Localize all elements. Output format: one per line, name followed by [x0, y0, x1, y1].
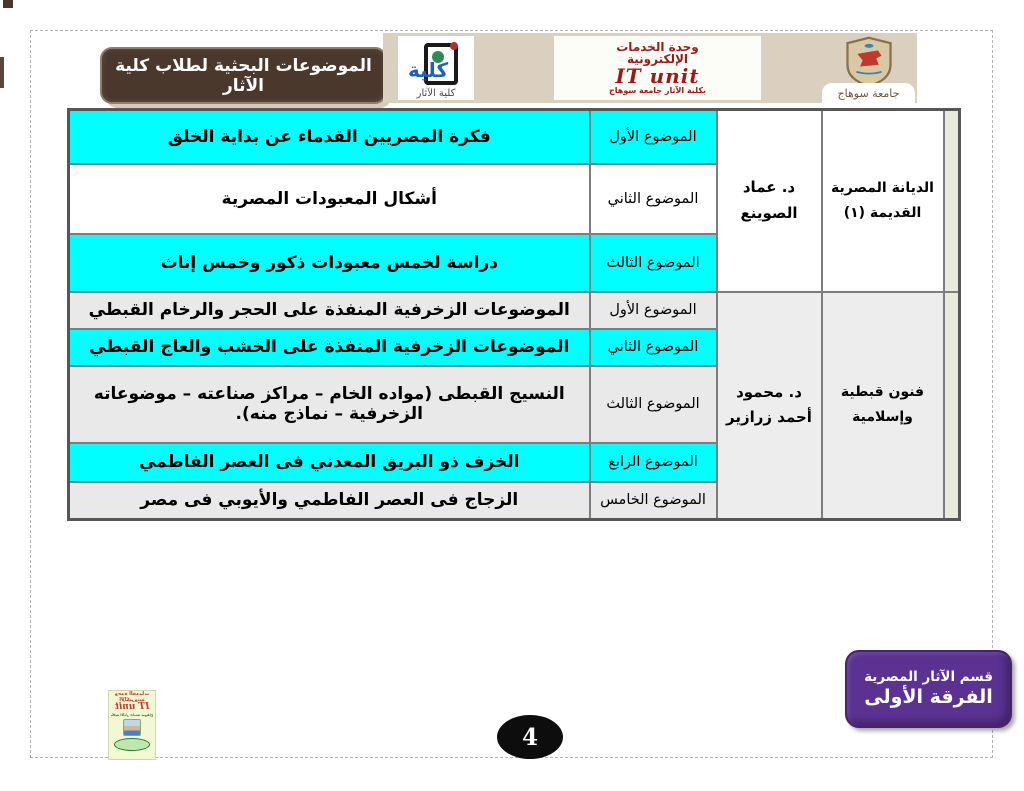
- mirrored-logo-content: [109, 691, 155, 759]
- logo-red-dot: [450, 42, 458, 50]
- university-caption: جامعة سوهاج: [837, 86, 900, 100]
- topic-text-cell: الزجاج فى العصر الفاطمي والأيوبي فى مصر: [69, 482, 590, 520]
- table-row: [69, 292, 960, 329]
- page-title: الموضوعات البحثية لطلاب كلية الآثار: [115, 55, 372, 96]
- faculty-logo-caption: كلية الآثار: [416, 88, 456, 99]
- mini-logo-wordmark: IT unit: [114, 702, 150, 712]
- mini-logo-line2: الإلكترونية: [119, 697, 145, 703]
- topic-number-cell: الموضوع الثاني: [590, 329, 717, 366]
- topic-number-cell: الموضوع الثالث: [590, 366, 717, 443]
- it-unit-logo-line1: وحدة الخدمات: [616, 39, 699, 54]
- department-grade-badge: [845, 650, 1012, 728]
- mini-logo-oval-seal: [114, 738, 150, 751]
- research-topics-table: [67, 108, 961, 521]
- course-cell: فنون قبطية وإسلامية: [822, 292, 944, 520]
- scan-artifact: [0, 57, 4, 88]
- professor-cell: د. عماد الصوينع: [717, 110, 822, 292]
- topic-text-cell: الموضوعات الزخرفية المنفذة على الحجر والرخام القبطي: [69, 292, 590, 329]
- table-row: [69, 110, 960, 164]
- it-unit-logo-subtitle: بكلية الآثار جامعة سوهاج: [609, 85, 706, 95]
- university-caption-panel: [822, 83, 915, 103]
- mini-logo-line1: وحدة الخدمات: [114, 691, 150, 697]
- it-unit-mini-logo: [108, 690, 156, 760]
- mini-logo-subtitle: بكلية الآثار جامعة سوهاج: [110, 712, 154, 717]
- topic-text-cell: الخزف ذو البريق المعدني فى العصر الفاطمي: [69, 443, 590, 482]
- portrait-photo: [123, 719, 141, 736]
- scan-artifact: [3, 0, 13, 8]
- it-unit-logo: [554, 36, 761, 100]
- it-unit-logo-wordmark: IT unit: [615, 63, 700, 88]
- header-logo-strip: [383, 33, 917, 103]
- spacer-cell: [944, 110, 960, 292]
- topic-text-cell: النسيج القبطى (مواده الخام – مراكز صناعته – موضوعاته الزخرفية – نماذج منه).: [69, 366, 590, 443]
- topic-text-cell: فكرة المصريين القدماء عن بداية الخلق: [69, 110, 590, 164]
- it-unit-logo-line2: الإلكترونية: [626, 52, 689, 67]
- page-title-badge: [100, 47, 387, 104]
- topic-number-cell: الموضوع الأول: [590, 292, 717, 329]
- sohag-university-logo: [820, 33, 917, 103]
- course-cell: الديانة المصرية القديمة (١): [822, 110, 944, 292]
- university-shield-icon: [842, 36, 896, 88]
- topic-text-cell: أشكال المعبودات المصرية: [69, 164, 590, 234]
- topic-number-cell: الموضوع الثاني: [590, 164, 717, 234]
- faculty-logo-art: [406, 42, 466, 88]
- topic-number-cell: الموضوع الخامس: [590, 482, 717, 520]
- grade-name: الفرقة الأولى: [864, 685, 993, 708]
- topic-number-cell: الموضوع الرابع: [590, 443, 717, 482]
- topic-text-cell: دراسة لخمس معبودات ذكور وخمس إناث: [69, 234, 590, 292]
- logo-arabic-glyph: كلية: [408, 58, 449, 82]
- topic-number-cell: الموضوع الثالث: [590, 234, 717, 292]
- professor-cell: د. محمود أحمد زرازير: [717, 292, 822, 520]
- page-number-badge: [497, 715, 563, 759]
- page-number: 4: [521, 723, 538, 751]
- faculty-of-archaeology-logo: [398, 36, 474, 100]
- topic-number-cell: الموضوع الأول: [590, 110, 717, 164]
- spacer-cell: [944, 292, 960, 520]
- topic-text-cell: الموضوعات الزخرفية المنفذة على الخشب والعاج القبطي: [69, 329, 590, 366]
- department-name: قسم الآثار المصرية: [864, 668, 993, 685]
